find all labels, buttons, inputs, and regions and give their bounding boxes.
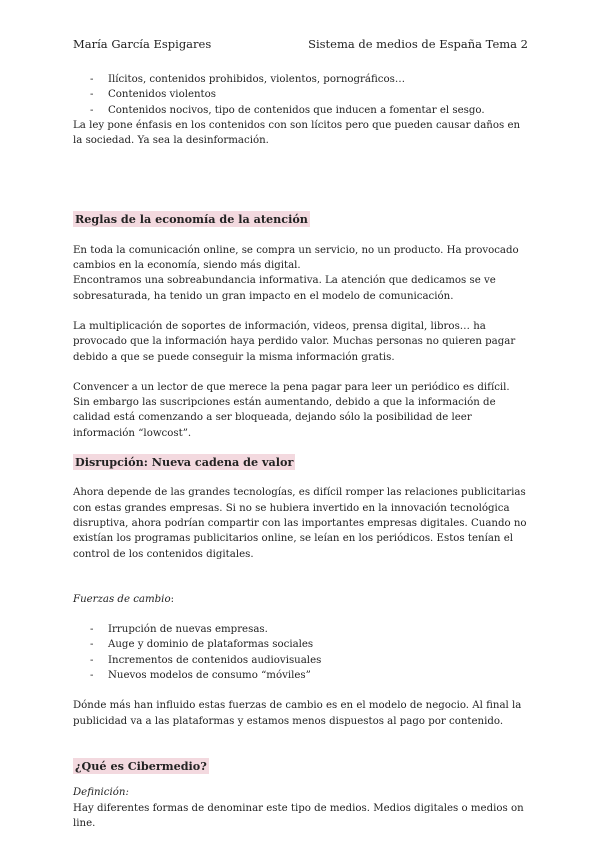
list-item: - Ilícitos, contenidos prohibidos, violentos, pornográficos…	[73, 72, 528, 87]
list-item: - Irrupción de nuevas empresas.	[73, 622, 528, 637]
list-item: - Auge y dominio de plataformas sociales	[73, 637, 528, 652]
forces-colon: :	[170, 593, 175, 605]
paragraph: Convencer a un lector de que merece la pena pagar para leer un periódico es difícil. Sin embargo las suscripciones están aumentando, debido a que la información de calidad está comenzando a ser bloqueada, dejando sólo la posibilidad de leer información “lowcost”.	[73, 381, 510, 439]
forces-label-line	[73, 592, 528, 607]
document-body	[73, 72, 528, 831]
header-subject: Sistema de medios de España Tema 2	[308, 37, 528, 51]
forces-list	[73, 622, 528, 683]
paragraph: Hay diferentes formas de denominar este tipo de medios. Medios digitales o medios on line.	[73, 802, 524, 829]
paragraph: La ley pone énfasis en los contenidos con son lícitos pero que pueden causar daños en la sociedad. Ya sea la desinformación.	[73, 119, 521, 147]
section-heading-cibermedio: ¿Qué es Cibermedio?	[75, 758, 207, 773]
list-item: - Contenidos violentos	[73, 87, 528, 102]
paragraph: Dónde más han influido estas fuerzas de cambio es en el modelo de negocio. Al final la publicidad va a las plataformas y estamos menos dispuestos al pago por contenido.	[73, 700, 522, 727]
list-item: - Contenidos nocivos, tipo de contenidos que inducen a fomentar el sesgo.	[73, 103, 528, 118]
paragraph: La multiplicación de soportes de información, videos, prensa digital, libros… ha provocado que la información haya perdido valor. Muchas personas no quieren pagar debido a que se puede conseguir la misma información gratis.	[73, 320, 516, 363]
list-item: - Nuevos modelos de consumo “móviles”	[73, 668, 528, 683]
paragraph: Ahora depende de las grandes tecnologías, es difícil romper las relaciones publicitarias con estas grandes empresas. Si no se hubiera invertido en la innovación tecnológica disruptiva, ahora podrían compartir con las importantes empresas digitales. Cuando no existían los programas publicitarios online, se leían en los periódicos. Estos tenían el control de los contenidos digitales.	[73, 487, 527, 560]
section-heading-reglas: Reglas de la economía de la atención	[75, 212, 308, 227]
definition-label: Definición:	[73, 787, 129, 799]
paragraph: En toda la comunicación online, se compra un servicio, no un producto. Ha provocado cambios en la economía, siendo más digital.	[73, 244, 519, 272]
top-bullet-list	[73, 72, 528, 118]
header-author: María García Espigares	[73, 37, 212, 51]
forces-label: Fuerzas de cambio	[73, 593, 171, 605]
section-heading-disrupcion: Disrupción: Nueva cadena de valor	[75, 455, 294, 470]
paragraph: Encontramos una sobreabundancia informativa. La atención que dedicamos se ve sobresaturada, ha tenido un gran impacto en el modelo de comunicación.	[73, 275, 496, 302]
list-item: - Incrementos de contenidos audiovisuales	[73, 653, 528, 668]
